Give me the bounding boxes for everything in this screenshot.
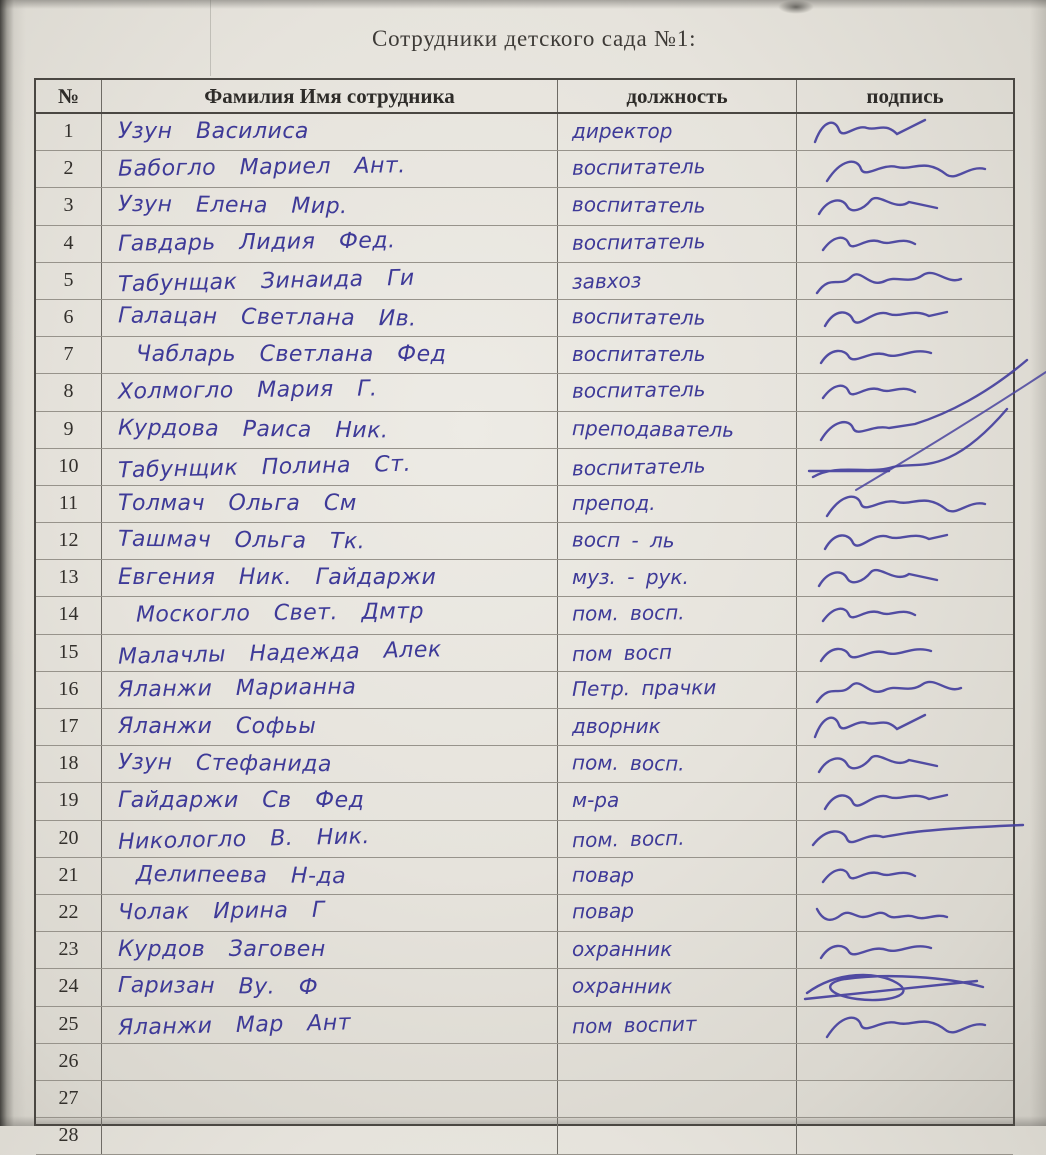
employee-name-cell: [102, 412, 558, 448]
signature-cell: [797, 1044, 1013, 1080]
position-text: препод.: [572, 486, 656, 521]
signature-cell: [797, 635, 1013, 671]
position-text: пом восп: [572, 634, 673, 671]
table-row: [36, 969, 1013, 1006]
position-cell: [558, 188, 797, 224]
position-text: директор: [572, 114, 673, 149]
signature-scribble: [797, 635, 1015, 671]
employee-name-cell: [102, 1118, 558, 1154]
employee-name-cell: [102, 300, 558, 336]
employee-name-cell: [102, 858, 558, 894]
signature-scribble: [797, 1044, 1015, 1080]
signature-cell: [797, 523, 1013, 559]
employee-name-cell: [102, 895, 558, 931]
position-cell: [558, 858, 797, 894]
row-number: 6: [36, 300, 102, 336]
row-number: 24: [36, 969, 102, 1005]
employee-name: Узун Василиса: [118, 114, 309, 149]
signature-cell: [797, 151, 1013, 187]
position-cell: [558, 746, 797, 782]
signature-scribble: [797, 709, 1015, 745]
employee-name-cell: [102, 709, 558, 745]
signature-cell: [797, 226, 1013, 262]
employee-name: Ташмач Ольга Тк.: [118, 522, 366, 560]
position-cell: [558, 821, 797, 857]
signature-cell: [797, 858, 1013, 894]
signature-scribble: [797, 114, 1015, 150]
table-row: [36, 635, 1013, 672]
position-cell: [558, 635, 797, 671]
position-cell: [558, 1081, 797, 1117]
employee-name: Толмач Ольга См: [118, 486, 357, 521]
row-number: 5: [36, 263, 102, 299]
signature-scribble: [797, 449, 1015, 485]
row-number: 13: [36, 560, 102, 596]
table-row: [36, 1118, 1013, 1155]
signature-cell: [797, 560, 1013, 596]
table-row: [36, 1081, 1013, 1118]
signature-cell: [797, 932, 1013, 968]
signature-cell: [797, 969, 1013, 1005]
position-cell: [558, 1007, 797, 1043]
position-text: пом. восп.: [572, 596, 685, 632]
table-row: [36, 449, 1013, 486]
signature-scribble: [797, 412, 1015, 448]
row-number: 23: [36, 932, 102, 968]
signature-scribble: [797, 1081, 1015, 1117]
signature-scribble: [797, 783, 1015, 819]
signature-scribble: [797, 226, 1015, 262]
position-text: м-ра: [572, 783, 619, 818]
row-number: 16: [36, 672, 102, 708]
table-row: [36, 932, 1013, 969]
table-row: [36, 895, 1013, 932]
row-number: 26: [36, 1044, 102, 1080]
table-row: [36, 226, 1013, 263]
position-cell: [558, 672, 797, 708]
row-number: 3: [36, 188, 102, 224]
table-row: [36, 672, 1013, 709]
employee-name: Узун Елена Мир.: [118, 187, 348, 224]
row-number: 20: [36, 821, 102, 857]
signature-scribble: [797, 523, 1015, 559]
signature-scribble: [797, 337, 1015, 373]
row-number: 4: [36, 226, 102, 262]
employee-name: Курдов Заговен: [118, 932, 326, 967]
position-text: преподаватель: [572, 411, 734, 448]
position-cell: [558, 300, 797, 336]
table-row: [36, 337, 1013, 374]
position-text: охранник: [572, 969, 673, 1005]
position-text: завхоз: [572, 263, 642, 300]
table-row: [36, 709, 1013, 746]
employee-name-cell: [102, 486, 558, 522]
signature-cell: [797, 783, 1013, 819]
signature-cell: [797, 263, 1013, 299]
position-cell: [558, 932, 797, 968]
position-cell: [558, 597, 797, 633]
position-text: воспитатель: [572, 372, 706, 409]
row-number: 19: [36, 783, 102, 819]
employee-name: Яланжи Мар Ант: [118, 1005, 352, 1045]
signature-cell: [797, 746, 1013, 782]
row-number: 10: [36, 449, 102, 485]
table-row: [36, 374, 1013, 411]
position-text: повар: [572, 857, 634, 893]
employee-name-cell: [102, 114, 558, 150]
employee-name: Табунщик Полина Ст.: [118, 446, 412, 488]
position-cell: [558, 412, 797, 448]
employee-name: Узун Стефанида: [118, 745, 332, 782]
employee-name: Гайдаржи Св Фед: [118, 783, 364, 818]
signature-scribble: [797, 858, 1015, 894]
position-text: воспитатель: [572, 337, 706, 372]
position-text: охранник: [572, 932, 672, 967]
position-text: воспитатель: [572, 224, 706, 261]
table-row: [36, 114, 1013, 151]
signature-cell: [797, 412, 1013, 448]
row-number: 18: [36, 746, 102, 782]
table-row: [36, 783, 1013, 820]
position-cell: [558, 151, 797, 187]
signature-scribble: [797, 821, 1015, 857]
position-cell: [558, 783, 797, 819]
position-text: пом. восп.: [572, 820, 685, 858]
employee-name: Гаризан Ву. Ф: [118, 968, 318, 1005]
table-row: [36, 300, 1013, 337]
signature-cell: [797, 1118, 1013, 1154]
employee-name-cell: [102, 969, 558, 1005]
position-cell: [558, 709, 797, 745]
employee-name: Гавдарь Лидия Фед.: [118, 223, 396, 261]
signature-scribble: [797, 560, 1015, 596]
position-cell: [558, 374, 797, 410]
signature-cell: [797, 300, 1013, 336]
table-row: [36, 523, 1013, 560]
signature-scribble: [797, 1118, 1015, 1154]
row-number: 28: [36, 1118, 102, 1154]
employee-name-cell: [102, 449, 558, 485]
table-row: [36, 412, 1013, 449]
signature-cell: [797, 672, 1013, 708]
position-text: воспитатель: [572, 448, 706, 486]
position-cell: [558, 969, 797, 1005]
signature-cell: [797, 188, 1013, 224]
signature-scribble: [797, 932, 1015, 968]
header-name: Фамилия Имя сотрудника: [102, 80, 558, 112]
position-cell: [558, 114, 797, 150]
employee-name-cell: [102, 188, 558, 224]
row-number: 14: [36, 597, 102, 633]
employee-name-cell: [102, 1044, 558, 1080]
table-row: [36, 486, 1013, 523]
employee-name-cell: [102, 635, 558, 671]
signature-scribble: [797, 188, 1015, 224]
employee-name: Евгения Ник. Гайдаржи: [118, 560, 436, 595]
position-cell: [558, 226, 797, 262]
employee-name: Москогло Свет. Дмтр: [118, 595, 424, 634]
table-row: [36, 151, 1013, 188]
employee-name-cell: [102, 783, 558, 819]
row-number: 9: [36, 412, 102, 448]
signature-cell: [797, 597, 1013, 633]
signature-cell: [797, 709, 1013, 745]
employee-name-cell: [102, 1007, 558, 1043]
table-row: [36, 188, 1013, 225]
signature-scribble: [797, 895, 1015, 931]
employee-name-cell: [102, 560, 558, 596]
signature-cell: [797, 895, 1013, 931]
header-position: должность: [558, 80, 797, 112]
employee-name: Галацан Светлана Ив.: [118, 298, 417, 336]
signature-cell: [797, 1081, 1013, 1117]
table-row: [36, 858, 1013, 895]
table-row: [36, 597, 1013, 634]
signature-scribble: [797, 672, 1015, 708]
employee-name-cell: [102, 263, 558, 299]
signature-scribble: [797, 151, 1015, 187]
row-number: 12: [36, 523, 102, 559]
signature-scribble: [797, 1007, 1015, 1043]
signature-cell: [797, 337, 1013, 373]
position-text: Петр. прачки: [572, 670, 717, 707]
position-cell: [558, 263, 797, 299]
table-row: [36, 560, 1013, 597]
position-text: воспитатель: [572, 188, 706, 224]
employee-name-cell: [102, 672, 558, 708]
employee-name: Чолак Ирина Г: [118, 893, 325, 931]
employee-name: Никологло В. Ник.: [118, 819, 371, 860]
position-text: воспитатель: [572, 299, 706, 335]
position-text: пом воспит: [572, 1006, 697, 1044]
employee-name: Малачлы Надежда Алек: [118, 632, 442, 674]
employee-name-cell: [102, 337, 558, 373]
employee-name-cell: [102, 151, 558, 187]
row-number: 27: [36, 1081, 102, 1117]
signature-scribble: [797, 486, 1015, 522]
position-cell: [558, 449, 797, 485]
position-cell: [558, 523, 797, 559]
position-text: повар: [572, 894, 634, 930]
paper-smudge: [778, 0, 814, 14]
row-number: 1: [36, 114, 102, 150]
table-row: [36, 263, 1013, 300]
row-number: 11: [36, 486, 102, 522]
signature-cell: [797, 114, 1013, 150]
row-number: 8: [36, 374, 102, 410]
position-text: муз. - рук.: [572, 560, 689, 595]
page-title: Сотрудники детского сада №1:: [372, 26, 696, 52]
employee-name: Яланжи Марианна: [118, 669, 357, 707]
position-cell: [558, 1044, 797, 1080]
position-cell: [558, 337, 797, 373]
row-number: 2: [36, 151, 102, 187]
table-row: [36, 821, 1013, 858]
position-cell: [558, 895, 797, 931]
row-number: 15: [36, 635, 102, 671]
paper-crease: [210, 0, 211, 76]
row-number: 21: [36, 858, 102, 894]
employee-name: Делипеева Н-да: [118, 857, 347, 894]
employee-name-cell: [102, 746, 558, 782]
position-text: воспитатель: [572, 149, 706, 186]
position-cell: [558, 560, 797, 596]
position-text: восп - ль: [572, 523, 675, 559]
employee-name-cell: [102, 226, 558, 262]
row-number: 17: [36, 709, 102, 745]
employee-name: Яланжи Софьы: [118, 709, 316, 744]
row-number: 7: [36, 337, 102, 373]
employee-name-cell: [102, 932, 558, 968]
position-text: пом. восп.: [572, 746, 685, 782]
row-number: 25: [36, 1007, 102, 1043]
employee-name-cell: [102, 374, 558, 410]
signature-cell: [797, 449, 1013, 485]
employee-name: Чабларь Светлана Фед: [118, 337, 446, 372]
signature-cell: [797, 486, 1013, 522]
header-signature: подпись: [797, 80, 1013, 112]
employee-name-cell: [102, 821, 558, 857]
table-body: [36, 114, 1013, 1155]
signature-scribble: [797, 969, 1015, 1005]
employee-name-cell: [102, 523, 558, 559]
staff-table: [34, 78, 1015, 1126]
signature-scribble: [797, 597, 1015, 633]
signature-scribble: [797, 263, 1015, 299]
header-num: №: [36, 80, 102, 112]
employee-name: Холмогло Мария Г.: [118, 372, 378, 410]
signature-scribble: [797, 746, 1015, 782]
signature-scribble: [797, 300, 1015, 336]
employee-name: Бабогло Мариел Ант.: [118, 148, 406, 187]
position-cell: [558, 486, 797, 522]
employee-name: Курдова Раиса Ник.: [118, 410, 389, 448]
employee-name-cell: [102, 597, 558, 633]
position-cell: [558, 1118, 797, 1154]
position-text: дворник: [572, 709, 661, 744]
employee-name: Табунщак Зинаида Ги: [118, 260, 415, 302]
employee-name-cell: [102, 1081, 558, 1117]
table-row: [36, 746, 1013, 783]
signature-cell: [797, 821, 1013, 857]
table-row: [36, 1044, 1013, 1081]
table-header-row: [36, 80, 1013, 114]
signature-cell: [797, 1007, 1013, 1043]
table-row: [36, 1007, 1013, 1044]
row-number: 22: [36, 895, 102, 931]
